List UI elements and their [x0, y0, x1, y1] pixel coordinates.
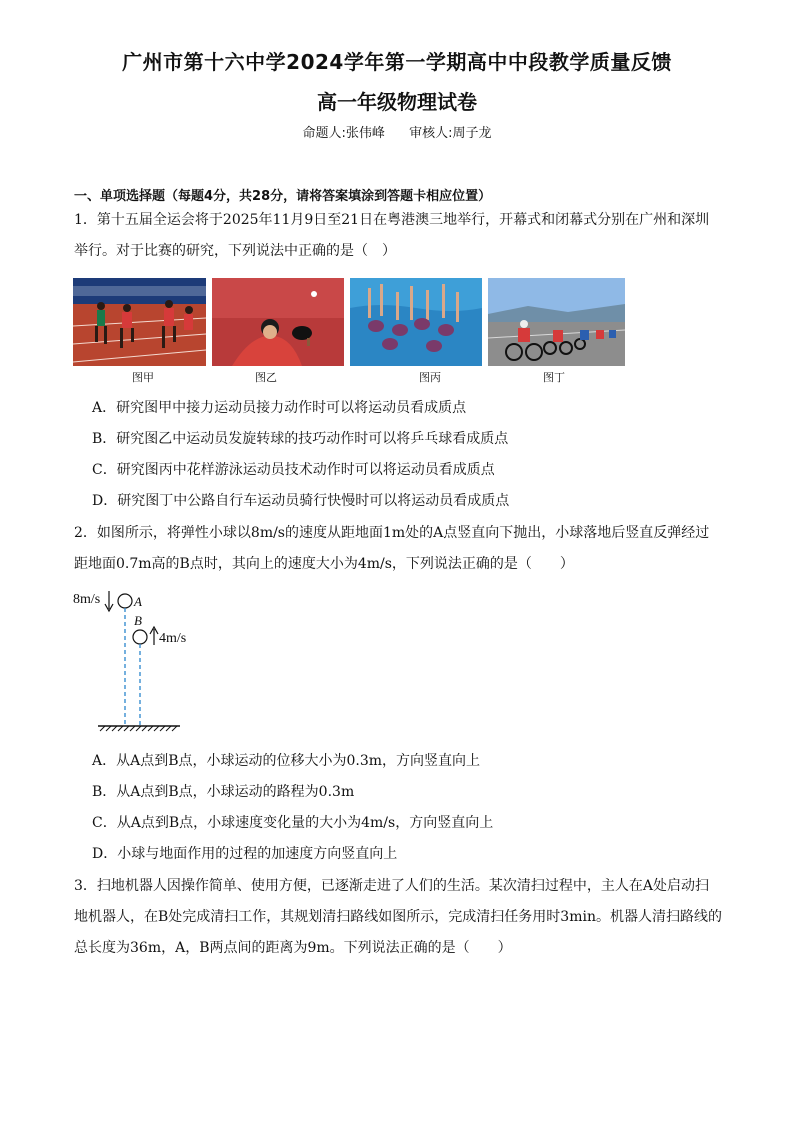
point-b-label: B: [134, 613, 142, 628]
q2-stem-line2: 距地面0.7m高的B点时，其向上的速度大小为4m/s，下列说法正确的是（ ）: [74, 556, 574, 572]
q2-option-c: C．从A点到B点，小球速度变化量的大小为4m/s，方向竖直向上: [92, 815, 494, 831]
q2-ball-diagram: [60, 585, 200, 745]
point-a-label: A: [134, 594, 142, 609]
ball-a: [118, 594, 132, 608]
caption-bing: 图丙: [419, 371, 441, 384]
velocity-a-label: 8m/s: [73, 592, 101, 607]
q1-option-d: D．研究图丁中公路自行车运动员骑行快慢时可以将运动员看成质点: [92, 493, 510, 509]
authors-line: [0, 122, 794, 141]
caption-yi: 图乙: [255, 371, 277, 384]
photo-relay: [73, 278, 206, 366]
q1-option-c: C．研究图丙中花样游泳运动员技术动作时可以将运动员看成质点: [92, 462, 495, 478]
setter-name: 命题人:张伟峰: [302, 126, 385, 141]
section-heading: 一、单项选择题（每题4分，共28分，请将答案填涂到答题卡相应位置）: [74, 189, 492, 204]
q3-stem-line3: 总长度为36m，A，B两点间的距离为9m。下列说法正确的是（ ）: [74, 940, 512, 956]
photo-table-tennis: [212, 278, 344, 366]
caption-jia: 图甲: [132, 371, 154, 384]
q2-option-d: D．小球与地面作用的过程的加速度方向竖直向上: [92, 846, 398, 862]
q1-stem-line1: 1．第十五届全运会将于2025年11月9日至21日在粤港澳三地举行，开幕式和闭幕式分别在广州和深圳: [74, 212, 710, 228]
q3-stem-line2: 地机器人，在B处完成清扫工作，其规划清扫路线如图所示，完成清扫任务用时3min。机器人清扫路线的: [74, 909, 722, 925]
photo-synchronized-swimming: [350, 278, 482, 366]
q2-option-a: A．从A点到B点，小球运动的位移大小为0.3m，方向竖直向上: [92, 753, 481, 769]
q1-option-a: A．研究图甲中接力运动员接力动作时可以将运动员看成质点: [92, 400, 467, 416]
exam-title: 广州市第十六中学2024学年第一学期高中中段教学质量反馈: [122, 50, 672, 74]
q2-stem-line1: 2．如图所示，将弹性小球以8m/s的速度从距地面1m处的A点竖直向下抛出，小球落地后竖直反弹经过: [74, 525, 710, 541]
caption-ding: 图丁: [543, 371, 565, 384]
exam-subtitle: 高一年级物理试卷: [317, 90, 477, 114]
ball-b: [133, 630, 147, 644]
q2-option-b: B．从A点到B点，小球运动的路程为0.3m: [92, 784, 355, 800]
velocity-b-label: 4m/s: [159, 631, 187, 646]
photo-road-cycling: [488, 278, 625, 366]
q3-stem-line1: 3．扫地机器人因操作简单、使用方便，已逐渐走进了人们的生活。某次清扫过程中，主人在A处启动扫: [74, 878, 710, 894]
reviewer-name: 审核人:周子龙: [409, 126, 492, 141]
q1-stem-line2: 举行。对于比赛的研究，下列说法中正确的是（ ）: [74, 243, 396, 259]
q1-option-b: B．研究图乙中运动员发旋转球的技巧动作时可以将乒乓球看成质点: [92, 431, 509, 447]
